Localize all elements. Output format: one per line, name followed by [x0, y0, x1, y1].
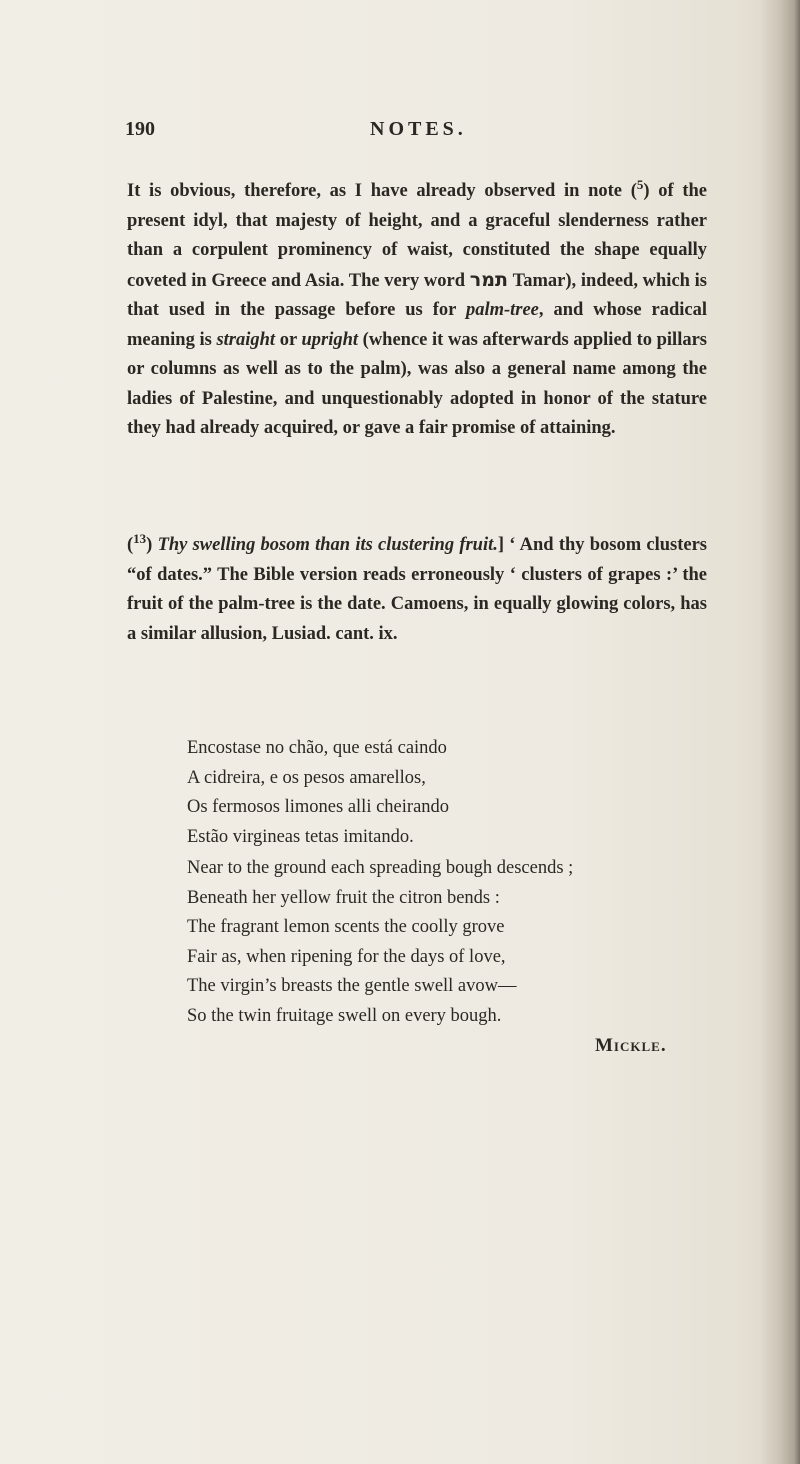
p2-note-ref: 13 — [133, 531, 147, 546]
verse-line: Encostase no chão, que está caindo — [187, 738, 447, 758]
p2-note-close: ) — [146, 535, 158, 556]
page-number: 190 — [125, 118, 155, 140]
verse-line: Beneath her yellow fruit the citron bends : — [187, 887, 500, 908]
verse-line: Near to the ground each spreading bough descends ; — [187, 858, 574, 878]
italic-term-palm-tree: palm-tree — [465, 300, 539, 321]
verse-line: So the twin fruitage swell on every bough. — [187, 1005, 502, 1026]
verse-line: The virgin’s breasts the gentle swell avow— — [187, 976, 517, 996]
paragraph-2 — [127, 524, 707, 649]
p2-body: ] ‘ And thy bosom clusters “of dates.” The Bible version reads erroneously ‘ clusters of grapes :’ the fruit of the palm-tree is the date. Camoens, in equally glowing colors, has a similar allusion, Lusiad. cant. ix. — [127, 535, 708, 644]
verse-line: Os fermosos limones alli cheirando — [187, 797, 450, 817]
attribution: Mickle. — [595, 1035, 667, 1056]
p1-or: or — [275, 329, 302, 350]
p1-note-ref: 5 — [636, 177, 644, 192]
p1-mid: ) of the present idyl, that majesty of height, and a graceful slenderness rather than a corpulent prominency of waist, constituted the shape equally coveted in Greece and Asia. The very word — [127, 181, 707, 291]
p1-tail: (whence it was afterwards applied to pillars or columns as well as to the palm), was also a general name among the ladies of Palestine, and unquestionably adopted in honor of the stature they had already acquired, or gave a fair promise of attaining. — [127, 329, 707, 439]
verse-line: Fair as, when ripening for the days of love, — [187, 946, 506, 967]
verse-line: A cidreira, e os pesos amarellos, — [187, 767, 426, 788]
paragraph-1 — [127, 170, 707, 444]
page-edge-shadow — [760, 0, 800, 1464]
running-head: NOTES. — [370, 118, 467, 140]
italic-upright: upright — [301, 329, 359, 350]
p2-lemma: Thy swelling bosom than its clustering fruit. — [157, 535, 498, 556]
verse-line: The fragrant lemon scents the coolly grove — [187, 917, 505, 937]
portuguese-verse — [187, 734, 707, 852]
verse-line: Estão virgineas tetas imitando. — [187, 826, 414, 847]
p1-after-hebrew: Tamar), indeed, which is that used in the passage before us for — [127, 270, 708, 321]
page-header — [125, 118, 685, 148]
p1-lead: It is obvious, therefore, as I have already observed in note ( — [127, 181, 637, 202]
p2-note-open: ( — [127, 535, 134, 556]
english-verse — [187, 854, 707, 1031]
hebrew-word: תמר — [469, 268, 508, 291]
p1-after-term: , and whose radical meaning is — [127, 300, 707, 350]
italic-straight: straight — [216, 329, 276, 350]
